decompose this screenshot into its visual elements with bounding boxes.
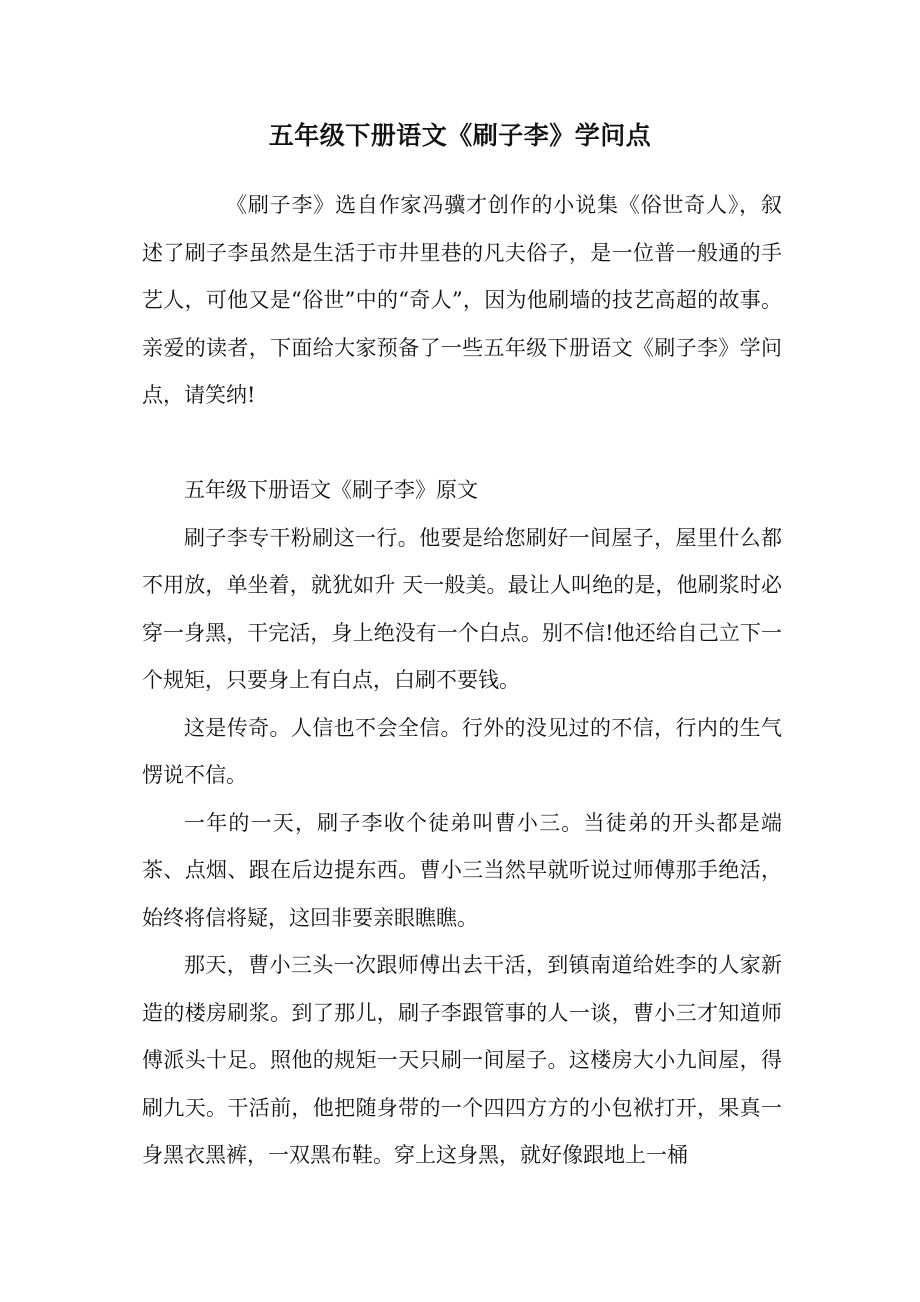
body-paragraph-3: 一年的一天，刷子李收个徒弟叫曹小三。当徒弟的开头都是端茶、点烟、跟在后边提东西。曹小三当然早就听说过师傅那手绝活，始终将信将疑，这回非要亲眼瞧瞧。: [142, 810, 782, 930]
section-heading: 五年级下册语文《刷子李》原文: [184, 478, 478, 502]
document-title: 五年级下册语文《刷子李》学问点: [268, 121, 652, 150]
body-paragraph-4: 那天，曹小三头一次跟师傅出去干活，到镇南道给姓李的人家新造的楼房刷浆。到了那儿，刷子李跟管事的人一谈，曹小三才知道师傅派头十足。照他的规矩一天只刷一间屋子。这楼房大小九间屋，得刷九天。干活前，他把随身带的一个四四方方的小包袱打开，果真一身黑衣黑裤，一双黑布鞋。穿上这身黑，就好像跟地上一桶: [142, 953, 782, 1167]
body-paragraph-1: 刷子李专干粉刷这一行。他要是给您刷好一间屋子，屋里什么都不用放，单坐着，就犹如升 天一般美。最让人叫绝的是，他刷浆时必穿一身黑，干完活，身上绝没有一个白点。别不信!他还给自己立下一个规矩，只要身上有白点，白刷不要钱。: [142, 525, 782, 692]
intro-paragraph: 《刷子李》选自作家冯骥才创作的小说集《俗世奇人》，叙述了刷子李虽然是生活于市井里巷的凡夫俗子，是一位普一般通的手艺人，可他又是“俗世”中的“奇人”，因为他刷墙的技艺高超的故事。亲爱的读者，下面给大家预备了一些五年级下册语文《刷子李》学问点，请笑纳!: [142, 193, 782, 407]
body-paragraph-2: 这是传奇。人信也不会全信。行外的没见过的不信，行内的生气愣说不信。: [142, 715, 782, 787]
document-body: [142, 182, 782, 1180]
